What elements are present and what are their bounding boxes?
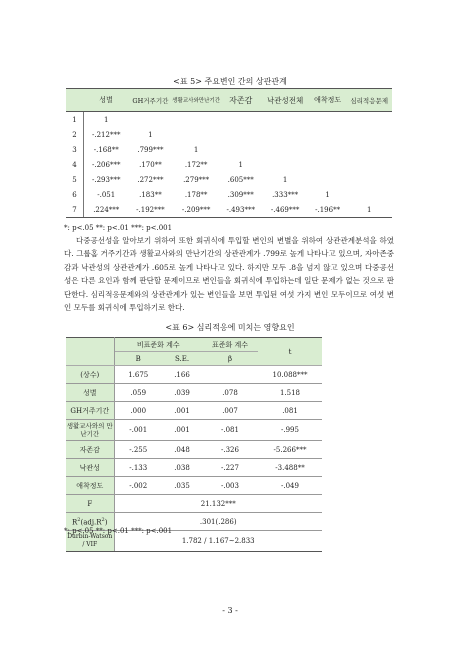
table5-cell: -.212*** — [92, 130, 121, 139]
table6-cell: .081 — [258, 402, 322, 420]
table6-cell: .048 — [162, 441, 202, 459]
table5-cell — [261, 127, 308, 142]
table6-cell: .039 — [162, 384, 202, 402]
table6-row-label: 애착정도 — [66, 477, 114, 495]
table6-cell: -.003 — [202, 477, 258, 495]
table6-subheader: S.E. — [162, 352, 202, 366]
table5-caption: <표 5> 주요변인 간의 상관관계 — [173, 77, 287, 86]
table5-header — [66, 89, 83, 112]
table6-header: 표준화 계수 — [202, 338, 258, 352]
table5-cell: -.196** — [309, 202, 346, 218]
table6-cell: -.133 — [114, 459, 162, 477]
table6-row — [66, 477, 322, 495]
table5-cell — [346, 187, 392, 202]
table5-row — [66, 202, 392, 218]
table5-row — [66, 112, 392, 128]
correlation-table — [66, 88, 392, 218]
table6-stat-value: 21.132*** — [114, 495, 322, 513]
table6-row — [66, 459, 322, 477]
table6-note: *: p<.05 **: p<.01 ***: p<.001 — [64, 527, 173, 535]
table5-row-number: 1 — [66, 112, 83, 128]
table6-cell: .000 — [114, 402, 162, 420]
table5-row-number: 6 — [66, 187, 83, 202]
table5-row-number: 7 — [66, 202, 83, 218]
table5-cell — [309, 127, 346, 142]
table6-cell: -3.488** — [258, 459, 322, 477]
table5-cell: .224*** — [83, 202, 128, 218]
table5-cell: .279*** — [183, 175, 210, 184]
table6-row — [66, 366, 322, 384]
table6-corner — [66, 338, 114, 366]
table5-cell: 1 — [325, 190, 330, 199]
table5-cell: .170** — [139, 160, 162, 169]
table6-stat-label: $R^2(adj.R^2)$ — [66, 513, 114, 531]
table5-cell — [261, 157, 308, 172]
table5-cell: -.051 — [97, 190, 116, 199]
table5-cell — [346, 142, 392, 157]
table6-cell: 1.518 — [258, 384, 322, 402]
table5-header: 애착정도 — [309, 89, 346, 112]
table6-header: t — [258, 338, 322, 366]
table6-cell: -5.266*** — [258, 441, 322, 459]
table5-row — [66, 157, 392, 172]
table6-cell: 1.675 — [114, 366, 162, 384]
table5-cell — [220, 127, 261, 142]
table5-cell: 1 — [104, 115, 109, 124]
table6-cell: -.001 — [114, 420, 162, 441]
table5-cell — [220, 142, 261, 157]
table6-row — [66, 402, 322, 420]
table6-cell: -.227 — [202, 459, 258, 477]
table6-stat-label: F — [66, 495, 114, 513]
table6-cell: -.326 — [202, 441, 258, 459]
table5-row — [66, 127, 392, 142]
table6-header: 비표준화 계수 — [114, 338, 202, 352]
table6-caption: <표 6> 심리적응에 미치는 영향요인 — [165, 323, 295, 332]
table6-cell: -.049 — [258, 477, 322, 495]
table5-row-number: 4 — [66, 157, 83, 172]
table6-cell: .038 — [162, 459, 202, 477]
table6-cell: 10.088*** — [258, 366, 322, 384]
table6-row — [66, 384, 322, 402]
table5-cell: 1 — [193, 145, 199, 154]
table5-cell: 1 — [148, 130, 153, 139]
table5-header: 자존감 — [220, 89, 261, 112]
table5-cell: 1 — [282, 175, 288, 184]
table6-row-label: 자존감 — [66, 441, 114, 459]
table5-row-number: 3 — [66, 142, 83, 157]
table5-header: 생활교사와만난기간 — [172, 89, 220, 112]
table5-cell — [261, 112, 308, 128]
table5-header: GH거주기간 — [129, 89, 173, 112]
table5-cell: -.192*** — [129, 202, 173, 218]
table5-cell — [309, 112, 346, 128]
table5-cell — [220, 112, 261, 128]
table6-cell: -.255 — [114, 441, 162, 459]
table5-cell: .272*** — [137, 175, 164, 184]
table6-cell: .035 — [162, 477, 202, 495]
table6-stat-value: 1.782 / 1.167~2.833 — [114, 531, 322, 552]
table6-subheader: β — [202, 352, 258, 366]
table5-cell: .172** — [184, 160, 208, 169]
regression-table — [66, 337, 322, 552]
table5-cell: 1 — [346, 202, 392, 218]
table5-cell: -.493*** — [220, 202, 261, 218]
table5-cell: -.293*** — [92, 175, 121, 184]
table6-cell — [202, 366, 258, 384]
table6-row-label: 낙관성 — [66, 459, 114, 477]
table5-cell: -.209*** — [172, 202, 220, 218]
table6-stat-value: .301(.286) — [114, 513, 322, 531]
table5-cell: -.206*** — [92, 160, 121, 169]
table5-row — [66, 172, 392, 187]
table6-cell: .001 — [162, 420, 202, 441]
table5-cell — [309, 172, 346, 187]
table6-cell: -.002 — [114, 477, 162, 495]
table5-row-number: 5 — [66, 172, 83, 187]
table5-cell — [346, 172, 392, 187]
table5-cell: .309*** — [227, 190, 254, 199]
table5-row-number: 2 — [66, 127, 83, 142]
table6-header-row — [66, 338, 322, 352]
table5-row — [66, 187, 392, 202]
table5-cell: -.168** — [93, 145, 119, 154]
body-paragraph: 다중공선성을 알아보기 위하여 또한 회귀식에 투입할 변인의 변별을 위하여 상관관계분석을 하였다. 그룹홈 거주기간과 생활교사와의 만난기간의 상관관계가 .799로 높게 나타나고 있으며, 자아존중감과 낙관성의 상관관계가 .605로 높게 나타나고 있다. 하지만 모두 .8을 넘지 않고 있으며 다중공선성은 다른 요인과 함께 판단할 문제이므로 변인들을 회귀식에 투입하는데 일단 문제가 없는 것으로 판단한다. 심리적응문제와의 상관관계가 있는 변인들을 보면 투입된 여섯 가지 변인 모두이므로 여섯 변인 모두를 회귀식에 투입하기로 한다. — [64, 236, 394, 313]
table5-cell: .799*** — [137, 145, 164, 154]
table5-cell — [346, 157, 392, 172]
table6-row-label: 생활교사와의 만난기간 — [66, 420, 114, 441]
table6-subheader: B — [114, 352, 162, 366]
table6-cell: -.081 — [202, 420, 258, 441]
table5-cell — [129, 112, 173, 128]
table5-header-row — [66, 89, 392, 112]
table6-cell: .001 — [162, 402, 202, 420]
table5-cell — [309, 157, 346, 172]
table5-cell: .605*** — [227, 175, 254, 184]
table6-cell: .078 — [202, 384, 258, 402]
table6-cell: .007 — [202, 402, 258, 420]
table5-cell: 1 — [238, 160, 243, 169]
table6-row — [66, 420, 322, 441]
table5-cell: -.469*** — [261, 202, 308, 218]
table6-row — [66, 441, 322, 459]
page-number: - 3 - — [222, 606, 238, 615]
table6-stat-label: Durbin-Watson / VIF — [66, 531, 114, 552]
table5-cell — [261, 142, 308, 157]
table5-cell: .333*** — [272, 190, 299, 199]
table5-note: *: p<.05 **: p<.01 ***: p<.001 — [64, 224, 173, 232]
table6-row-label: GH거주기간 — [66, 402, 114, 420]
table6-cell: -.995 — [258, 420, 322, 441]
table6-cell: .059 — [114, 384, 162, 402]
table6-row-label: 성별 — [66, 384, 114, 402]
table5-header: 심리적응문제 — [346, 89, 392, 112]
table5-cell — [346, 127, 392, 142]
table5-cell: .178** — [184, 190, 208, 199]
table5-cell — [172, 127, 220, 142]
table5-header: 성별 — [83, 89, 128, 112]
table5-header: 낙관성전체 — [261, 89, 308, 112]
table5-cell — [309, 142, 346, 157]
table5-cell — [346, 112, 392, 128]
table6-row-label: (상수) — [66, 366, 114, 384]
table5-row — [66, 142, 392, 157]
table5-cell: .183** — [139, 190, 162, 199]
table5-cell — [172, 112, 220, 128]
table6-stat-row — [66, 495, 322, 513]
table6-cell: .166 — [162, 366, 202, 384]
